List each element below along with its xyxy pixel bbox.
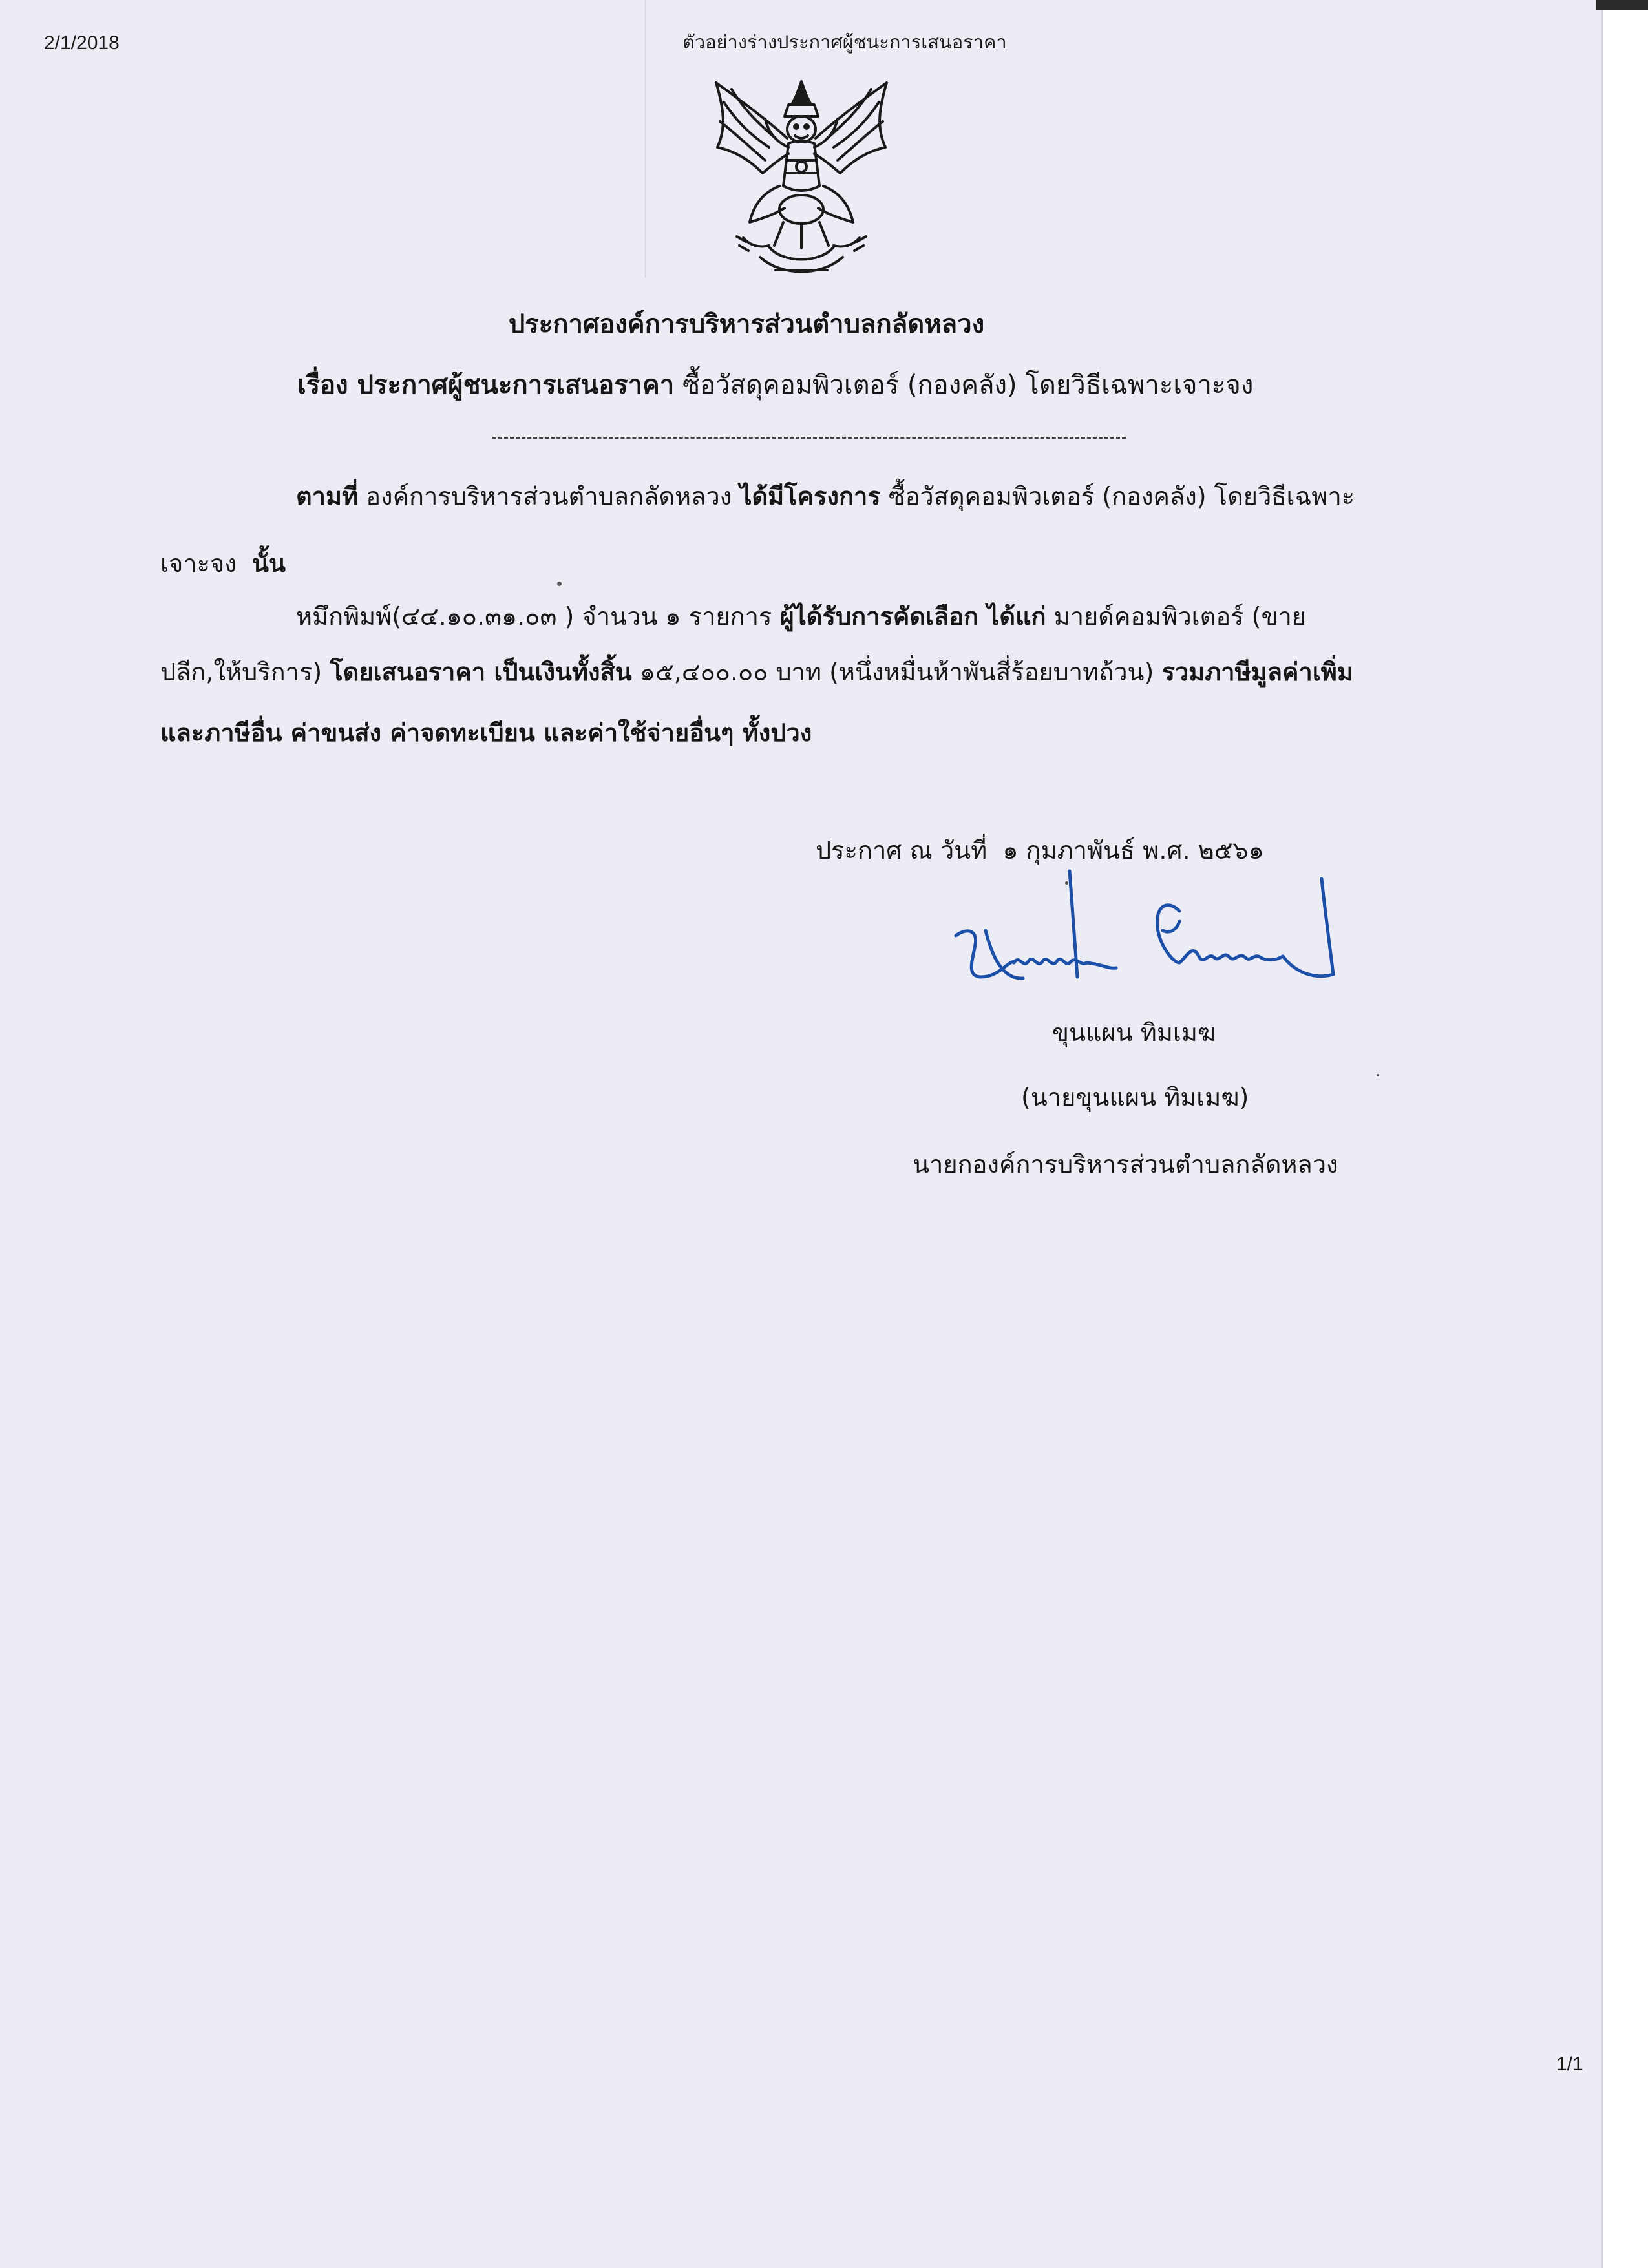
- page-number: 1/1: [1556, 2053, 1583, 2075]
- announce-label: ประกาศ ณ วันที่: [816, 836, 988, 865]
- subject-text: ซื้อวัสดุคอมพิวเตอร์ (กองคลัง) โดยวิธีเฉพาะเจาะจง: [682, 370, 1254, 400]
- handwritten-signature: [947, 866, 1347, 1021]
- has-project-text: ได้มีโครงการ: [739, 482, 881, 510]
- item-name: หมึกพิมพ์(๔๔.๑๐.๓๑.๐๓ ): [296, 602, 575, 631]
- winner-name: มายด์คอมพิวเตอร์ (ขาย: [1053, 602, 1307, 631]
- winner-name-cont: ปลีก,ให้บริการ): [160, 658, 322, 686]
- paragraph-end-word: นั้น: [252, 549, 286, 578]
- organization-title: ประกาศองค์การบริหารส่วนตำบลกลัดหลวง: [508, 310, 985, 339]
- lead-word: ตามที่: [296, 482, 359, 510]
- quantity-value: ๑ รายการ: [665, 602, 772, 631]
- quantity-label: จำนวน: [582, 602, 658, 631]
- fold-line: [645, 0, 646, 278]
- price-label: โดยเสนอราคา เป็นเงินทั้งสิ้น: [330, 658, 632, 686]
- project-name-cont: เจาะจง: [160, 549, 237, 578]
- signatory-full-name: (นายขุนแผน ทิมเมฆ): [1021, 1083, 1249, 1111]
- signatory-name: ขุนแผน ทิมเมฆ: [1052, 1018, 1216, 1047]
- print-date: 2/1/2018: [44, 32, 120, 54]
- print-header-title: ตัวอย่างร่างประกาศผู้ชนะการเสนอราคา: [682, 32, 1007, 53]
- garuda-emblem-icon: [698, 76, 905, 283]
- paragraph-2-line-3: และภาษีอื่น ค่าขนส่ง ค่าจดทะเบียน และค่าใช้จ่ายอื่นๆ ทั้งปวง: [160, 719, 812, 747]
- scan-border: [1596, 0, 1648, 10]
- divider-line: [492, 437, 1126, 439]
- paragraph-2-line-2: [160, 658, 1353, 688]
- vat-text: รวมภาษีมูลค่าเพิ่ม: [1161, 658, 1353, 686]
- organization-name: องค์การบริหารส่วนตำบลกลัดหลวง: [366, 482, 732, 510]
- winner-label: ผู้ได้รับการคัดเลือก ได้แก่: [779, 602, 1046, 631]
- scan-speck: [1065, 881, 1068, 885]
- price-amount: ๑๕,๔๐๐.๐๐ บาท (หนึ่งหมื่นห้าพันสี่ร้อยบาทถ้วน): [639, 658, 1154, 686]
- subject-label: เรื่อง ประกาศผู้ชนะการเสนอราคา: [297, 370, 675, 400]
- signatory-position: นายกองค์การบริหารส่วนตำบลกลัดหลวง: [913, 1150, 1338, 1179]
- scan-speck: [557, 582, 562, 586]
- scan-speck: [1377, 1074, 1379, 1076]
- paragraph-2-line-1: [296, 602, 1306, 632]
- announcement-date-line: [816, 836, 1264, 866]
- announce-date: ๑ กุมภาพันธ์ พ.ศ. ๒๕๖๑: [1002, 836, 1264, 865]
- paper-edge: [1601, 0, 1648, 2268]
- project-name: ซื้อวัสดุคอมพิวเตอร์ (กองคลัง) โดยวิธีเฉพาะ: [888, 482, 1355, 510]
- subject-line: [297, 370, 1253, 401]
- paragraph-1-line-1: [296, 482, 1355, 512]
- paragraph-1-line-2: [160, 549, 286, 579]
